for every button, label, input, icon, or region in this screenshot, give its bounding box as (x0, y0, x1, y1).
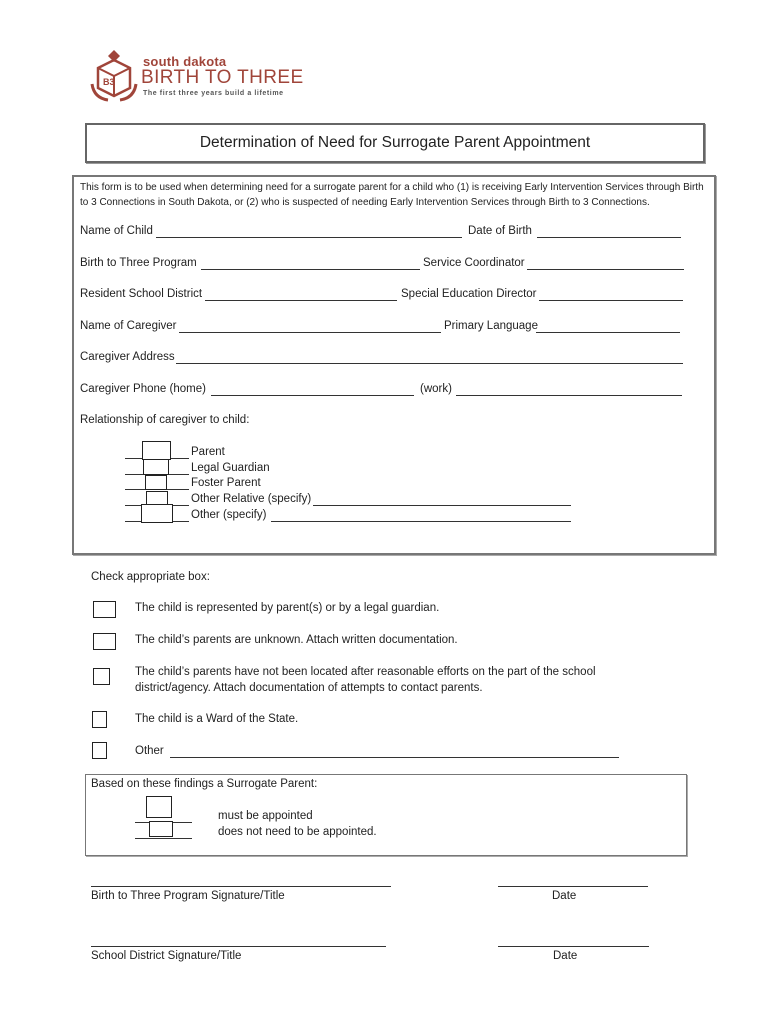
represented-by-parent-checkbox[interactable] (93, 601, 116, 618)
check-option: Other (135, 745, 164, 757)
relationship-option: Other (specify) (191, 509, 267, 521)
caregiver-phone-home-field[interactable] (211, 383, 414, 396)
must-be-appointed-checkbox[interactable] (146, 796, 172, 818)
check-option: The child’s parents are unknown. Attach written documentation. (135, 634, 458, 646)
relationship-foster-parent-checkbox[interactable] (145, 475, 167, 490)
birth-to-three-logo-icon (90, 46, 138, 102)
program-signature-line[interactable] (91, 886, 391, 887)
program-date-line[interactable] (498, 886, 648, 887)
relationship-legal-guardian-checkbox[interactable] (143, 459, 169, 475)
not-needed-checkbox[interactable] (149, 821, 173, 837)
district-signature-line[interactable] (91, 946, 386, 947)
parents-unknown-checkbox[interactable] (93, 633, 116, 650)
district-date-line[interactable] (498, 946, 649, 947)
program-date-label: Date (552, 890, 577, 902)
district-signature-label: School District Signature/Title (91, 950, 242, 962)
relationship-option: Foster Parent (191, 477, 261, 489)
findings-option: must be appointed (218, 810, 313, 822)
special-education-director-field[interactable] (539, 288, 683, 301)
service-coordinator-field[interactable] (527, 257, 684, 270)
caregiver-address-label: Caregiver Address (80, 351, 175, 363)
name-of-child-label: Name of Child (80, 225, 153, 237)
name-of-child-field[interactable] (156, 225, 462, 238)
other-checkbox[interactable] (92, 742, 107, 759)
caregiver-address-field[interactable] (176, 351, 683, 364)
district-date-label: Date (553, 950, 578, 962)
birth-to-three-program-field[interactable] (201, 257, 420, 270)
relationship-label: Relationship of caregiver to child: (80, 414, 250, 426)
relationship-parent-checkbox[interactable] (142, 441, 171, 460)
resident-school-district-label: Resident School District (80, 288, 203, 300)
caregiver-phone-work-field[interactable] (456, 383, 682, 396)
findings-label: Based on these findings a Surrogate Parent: (91, 778, 318, 790)
service-coordinator-label: Service Coordinator (423, 257, 525, 269)
resident-school-district-field[interactable] (205, 288, 397, 301)
intro-text: This form is to be used when determining need for a surrogate parent for a child who (1) is receiving Early Intervention Services through Birth to 3 Connections in South Dakota, or (2) who is suspected of needing Early Intervention Services through Birth to 3 Connections. (80, 182, 704, 208)
check-box-label: Check appropriate box: (91, 571, 210, 583)
birth-to-three-program-label: Birth to Three Program (80, 257, 197, 269)
caregiver-phone-home-label: Caregiver Phone (home) (80, 383, 206, 395)
caregiver-phone-work-label: (work) (420, 383, 452, 395)
logo-tagline: The first three years build a lifetime (143, 90, 284, 97)
page-title: Determination of Need for Surrogate Parent Appointment (199, 134, 591, 151)
relationship-option: Other Relative (specify) (191, 493, 312, 505)
name-of-caregiver-field[interactable] (179, 320, 441, 333)
name-of-caregiver-label: Name of Caregiver (80, 320, 177, 332)
special-education-director-label: Special Education Director (401, 288, 537, 300)
relationship-option: Legal Guardian (191, 462, 270, 474)
other-field[interactable] (170, 745, 619, 758)
check-option: The child is represented by parent(s) or by a legal guardian. (135, 602, 440, 614)
title-box (85, 123, 705, 163)
date-of-birth-field[interactable] (537, 225, 681, 238)
relationship-option: Parent (191, 446, 225, 458)
other-specify-field[interactable] (271, 509, 571, 522)
primary-language-label: Primary Language (444, 320, 538, 332)
parents-not-located-checkbox[interactable] (93, 668, 110, 685)
other-relative-specify-field[interactable] (313, 493, 571, 506)
findings-option: does not need to be appointed. (218, 826, 377, 838)
primary-language-field[interactable] (536, 320, 680, 333)
check-option-continued: district/agency. Attach documentation of attempts to contact parents. (135, 682, 483, 694)
check-option: The child’s parents have not been located after reasonable efforts on the part of the school (135, 666, 596, 678)
check-option: The child is a Ward of the State. (135, 713, 299, 725)
logo-name: BIRTH TO THREE (141, 67, 304, 88)
program-signature-label: Birth to Three Program Signature/Title (91, 890, 285, 902)
ward-of-state-checkbox[interactable] (92, 711, 107, 728)
relationship-other-checkbox[interactable] (141, 504, 173, 523)
logo-cube-letters: B3 (103, 77, 115, 87)
date-of-birth-label: Date of Birth (468, 225, 532, 237)
logo-state: south dakota (143, 54, 227, 69)
